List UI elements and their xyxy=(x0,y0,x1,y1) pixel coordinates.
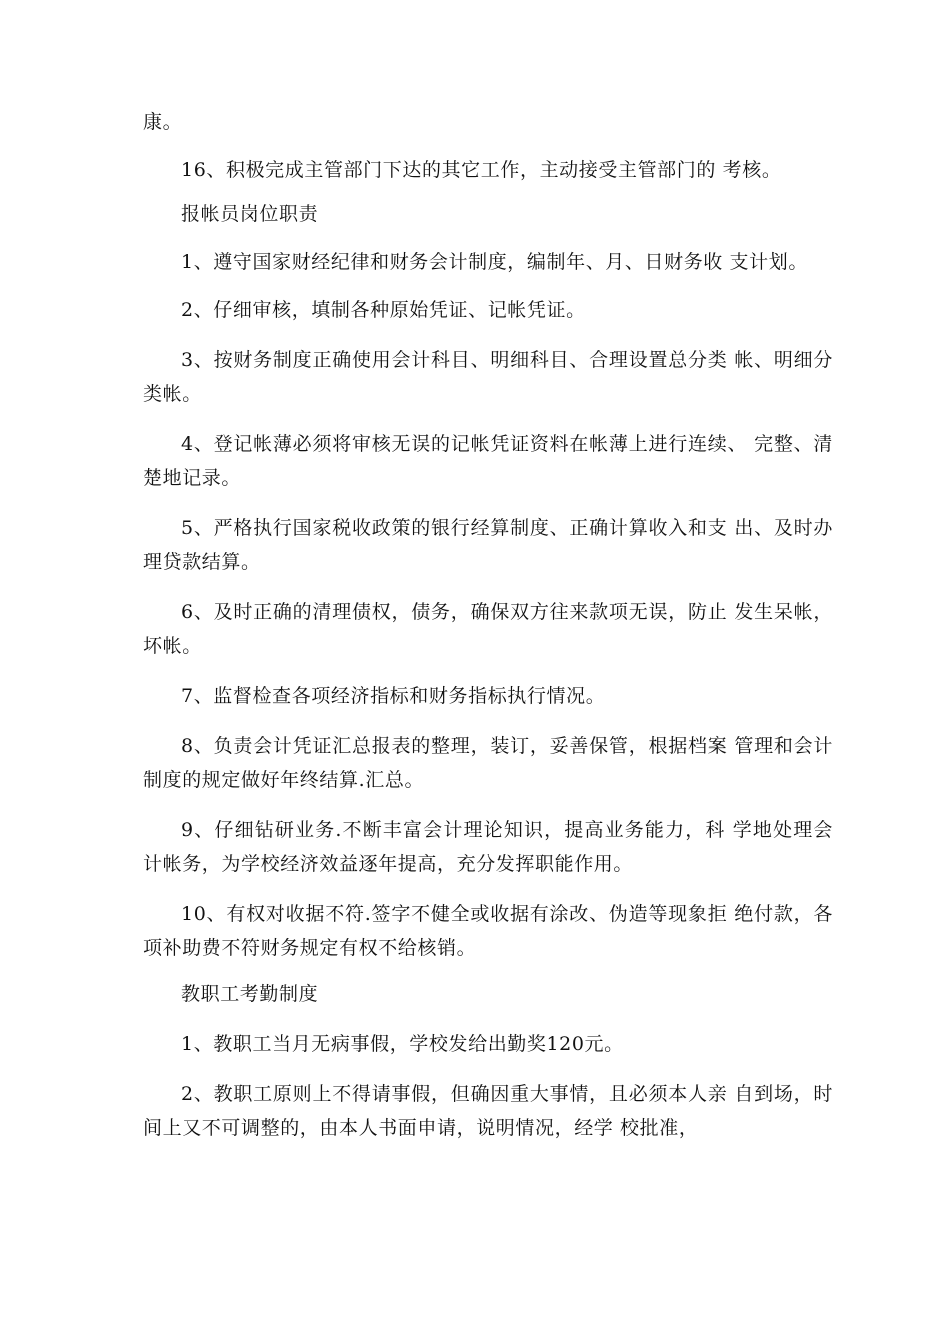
body-paragraph: 3、按财务制度正确使用会计科目、明细科目、合理设置总分类 帐、明细分类帐。 xyxy=(143,349,833,405)
body-paragraph: 8、负责会计凭证汇总报表的整理，装订，妥善保管，根据档案 管理和会计制度的规定做好年终结算.汇总。 xyxy=(143,735,833,791)
document-page xyxy=(143,105,833,1145)
body-paragraph: 16、积极完成主管部门下达的其它工作，主动接受主管部门的 考核。 xyxy=(181,159,782,181)
body-paragraph: 康。 xyxy=(143,111,183,133)
section-heading: 报帐员岗位职责 xyxy=(181,203,319,225)
body-paragraph: 1、遵守国家财经纪律和财务会计制度，编制年、月、日财务收 支计划。 xyxy=(181,251,808,273)
body-paragraph: 2、仔细审核，填制各种原始凭证、记帐凭证。 xyxy=(181,299,586,321)
body-paragraph: 1、教职工当月无病事假，学校发给出勤奖120元。 xyxy=(181,1033,624,1055)
body-paragraph: 6、及时正确的清理债权，债务，确保双方往来款项无误，防止 发生呆帐，坏帐。 xyxy=(143,601,833,657)
body-paragraph: 4、登记帐薄必须将审核无误的记帐凭证资料在帐薄上进行连续、 完整、清楚地记录。 xyxy=(143,433,833,489)
body-paragraph: 5、严格执行国家税收政策的银行经算制度、正确计算收入和支 出、及时办理贷款结算。 xyxy=(143,517,833,573)
body-paragraph: 9、仔细钻研业务.不断丰富会计理论知识，提高业务能力，科 学地处理会计帐务，为学校经济效益逐年提高，充分发挥职能作用。 xyxy=(143,819,833,875)
section-heading: 教职工考勤制度 xyxy=(181,983,319,1005)
body-paragraph: 7、监督检查各项经济指标和财务指标执行情况。 xyxy=(181,685,606,707)
body-paragraph: 10、有权对收据不符.签字不健全或收据有涂改、伪造等现象拒 绝付款，各项补助费不符财务规定有权不给核销。 xyxy=(143,903,833,959)
body-paragraph: 2、教职工原则上不得请事假，但确因重大事情，且必须本人亲 自到场，时间上又不可调整的，由本人书面申请，说明情况，经学 校批准， xyxy=(143,1083,833,1139)
